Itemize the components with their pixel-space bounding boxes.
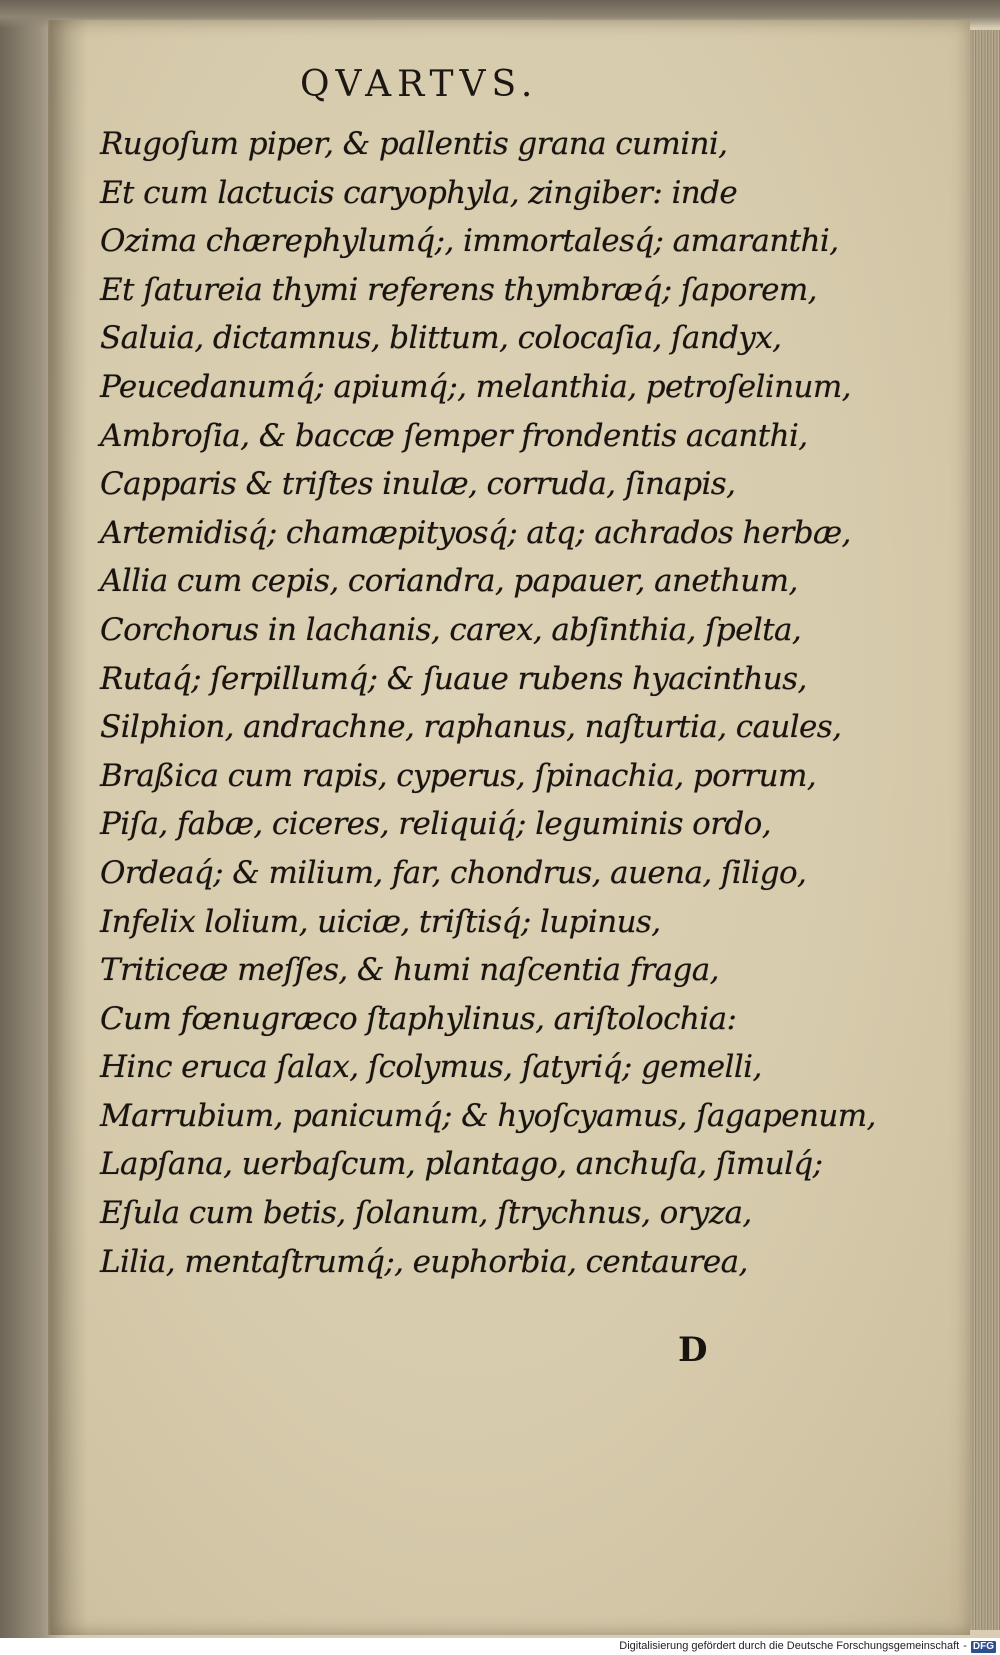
verse-line: Rugoſum piper, & pallentis grana cumini, (100, 126, 728, 162)
gutter-shadow (48, 20, 88, 1635)
verse-line: Ambroſia, & baccæ ſemper frondentis acanthi, (100, 417, 808, 454)
verse-line: Eſula cum betis, ſolanum, ſtrychnus, oryza, (100, 1195, 752, 1232)
verse-line: Lilia, mentaſtrumq́;, euphorbia, centaurea, (100, 1243, 748, 1280)
digitization-credit (619, 1638, 996, 1655)
verse-line: Infelix lolium, uiciæ, triſtisq́; lupinus, (100, 903, 661, 940)
dfg-logo-icon: DFG (972, 1640, 994, 1652)
verse-line: Triticeæ meſſes, & humi naſcentia fraga, (100, 952, 719, 989)
verse-line: Silphion, andrachne, raphanus, naſturtia, caules, (100, 709, 842, 746)
verse-line: Braßica cum rapis, cyperus, ſpinachia, porrum, (100, 757, 816, 794)
verse-line: Ozima chærephylumq́;, immortalesq́; amaranthi, (100, 223, 839, 260)
running-head: QVARTVS. (300, 64, 539, 105)
credit-separator: - (963, 1640, 967, 1652)
verse-line: Saluia, dictamnus, blittum, colocaſia, ſandyx, (100, 320, 782, 357)
verse-line: Artemidisq́; chamæpityosq́; atq; achrados herbæ, (100, 514, 851, 551)
verse-line: Capparis & triſtes inulæ, corruda, ſinapis, (100, 466, 736, 503)
verse-line: Corchorus in lachanis, carex, abſinthia, ſpelta, (100, 611, 802, 648)
verse-line: Hinc eruca ſalax, ſcolymus, ſatyriq́; gemelli, (100, 1049, 762, 1086)
verse-line: Et cum lactucis caryophyla, zingiber: inde (100, 174, 738, 211)
signature-mark: D (678, 1330, 708, 1370)
verse-line: Ordeaq́; & milium, far, chondrus, auena, ſiligo, (100, 854, 807, 891)
credit-text: Digitalisierung gefördert durch die Deutsche Forschungsgemeinschaft (619, 1640, 960, 1652)
verse-line: Allia cum cepis, coriandra, papauer, anethum, (100, 563, 798, 600)
verse-line: Et ſatureia thymi referens thymbræq́; ſaporem, (100, 271, 817, 308)
verse-line: Piſa, fabæ, ciceres, reliquiq́; leguminis ordo, (100, 806, 771, 843)
verse-line: Lapſana, uerbaſcum, plantago, anchuſa, ſimulq́; (100, 1146, 823, 1183)
verse-line: Cum fœnugræco ſtaphylinus, ariſtolochia: (100, 1000, 737, 1037)
verse-line: Marrubium, panicumq́; & hyoſcyamus, ſagapenum, (100, 1097, 876, 1134)
verse-line: Peucedanumq́; apiumq́;, melanthia, petroſelinum, (100, 368, 851, 405)
verse-block (100, 120, 876, 1286)
verse-line: Rutaq́; ſerpillumq́; & ſuaue rubens hyacinthus, (100, 660, 807, 697)
